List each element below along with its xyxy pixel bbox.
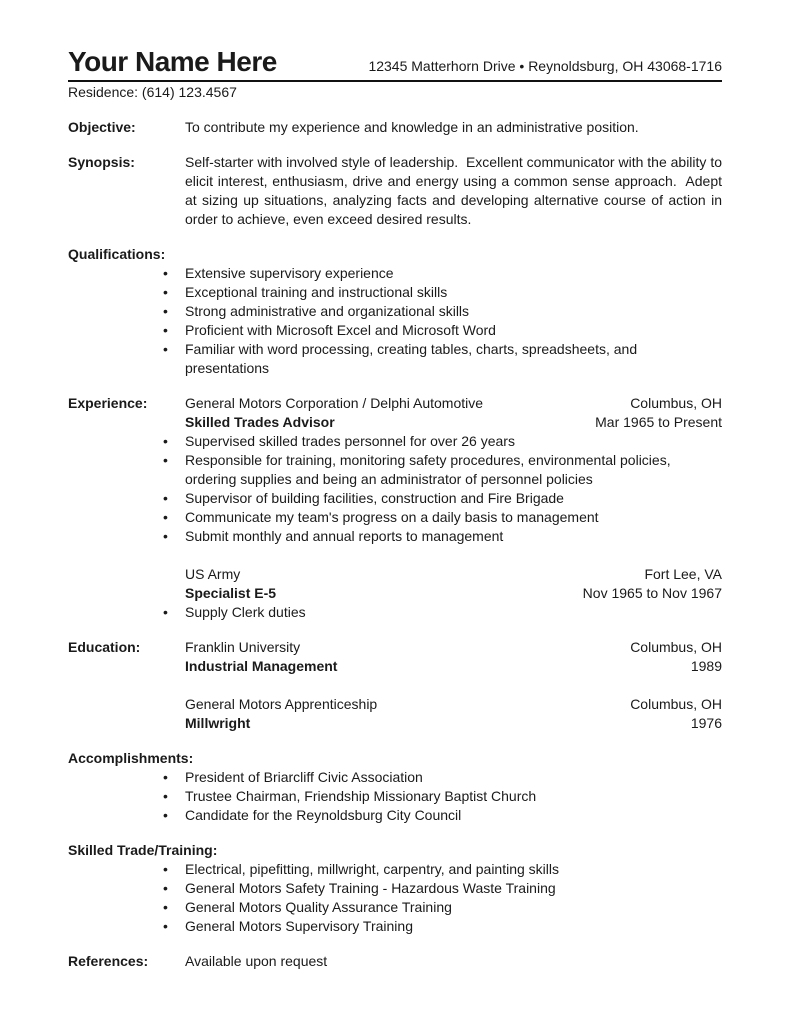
bullet-icon: • <box>163 341 168 357</box>
address-line: 12345 Matterhorn Drive • Reynoldsburg, OH 43068-1716 <box>368 58 722 74</box>
section-accomplishments <box>68 749 722 825</box>
bullet-text: Supply Clerk duties <box>185 604 306 620</box>
bullet-icon: • <box>163 769 168 785</box>
bullet-item <box>163 451 722 489</box>
bullet-item <box>163 527 722 546</box>
bullet-item <box>163 768 722 787</box>
bullet-text: Proficient with Microsoft Excel and Microsoft Word <box>185 322 496 338</box>
section-qualifications <box>68 245 722 378</box>
section-skilled-trade-training <box>68 841 722 936</box>
bullet-icon: • <box>163 604 168 620</box>
bullet-text: General Motors Supervisory Training <box>185 918 413 934</box>
school-row <box>185 638 722 657</box>
job-entry <box>163 394 722 546</box>
bullet-icon: • <box>163 899 168 915</box>
graduation-year: 1989 <box>690 658 722 674</box>
bullet-item <box>163 321 685 340</box>
bullet-icon: • <box>163 490 168 506</box>
bullet-text: Familiar with word processing, creating tables, charts, spreadsheets, and presentations <box>185 341 638 376</box>
job-company-row <box>185 565 722 584</box>
bullet-text: Candidate for the Reynoldsburg City Council <box>185 807 462 823</box>
job-location: Fort Lee, VA <box>644 566 722 582</box>
references-label: References: <box>68 953 149 969</box>
job-dates: Nov 1965 to Nov 1967 <box>582 585 722 601</box>
education-entry <box>185 695 722 733</box>
program-name: Millwright <box>185 715 251 731</box>
program-row <box>185 714 722 733</box>
school-name: General Motors Apprenticeship <box>185 696 378 712</box>
bullet-item <box>163 806 722 825</box>
bullet-item <box>163 340 685 378</box>
bullet-text: General Motors Safety Training - Hazardous Waste Training <box>185 880 556 896</box>
section-experience <box>68 394 722 622</box>
job-dates: Mar 1965 to Present <box>595 414 722 430</box>
bullet-text: Electrical, pipefitting, millwright, carpentry, and painting skills <box>185 861 560 877</box>
graduation-year: 1976 <box>690 715 722 731</box>
bullet-text: Responsible for training, monitoring safety procedures, environmental policies, ordering supplies and being an administrator of personnel policies <box>185 452 671 487</box>
education-entry <box>185 638 722 676</box>
section-references <box>68 952 722 971</box>
education-content <box>185 638 722 733</box>
bullet-icon: • <box>163 303 168 319</box>
bullet-icon: • <box>163 322 168 338</box>
bullet-icon: • <box>163 284 168 300</box>
company-name: US Army <box>185 566 241 582</box>
school-location: Columbus, OH <box>630 696 722 712</box>
bullet-item <box>163 898 722 917</box>
skilled-trade-training-list <box>163 860 722 936</box>
bullet-text: Communicate my team's progress on a daily basis to management <box>185 509 599 525</box>
bullet-icon: • <box>163 918 168 934</box>
job-bullet-list <box>163 603 722 622</box>
job-company-row <box>185 394 722 413</box>
experience-content <box>163 394 722 622</box>
bullet-item <box>163 787 722 806</box>
bullet-item <box>163 917 722 936</box>
school-location: Columbus, OH <box>630 639 722 655</box>
section-education <box>68 638 722 733</box>
school-name: Franklin University <box>185 639 301 655</box>
bullet-text: Submit monthly and annual reports to management <box>185 528 504 544</box>
bullet-item <box>163 432 722 451</box>
objective-text: To contribute my experience and knowledge in an administrative position. <box>185 119 639 135</box>
objective-label: Objective: <box>68 119 136 135</box>
bullet-icon: • <box>163 788 168 804</box>
bullet-item <box>163 302 685 321</box>
bullet-icon: • <box>163 528 168 544</box>
person-name: Your Name Here <box>68 46 277 77</box>
bullet-icon: • <box>163 265 168 281</box>
references-text: Available upon request <box>185 953 328 969</box>
bullet-icon: • <box>163 861 168 877</box>
company-name: General Motors Corporation / Delphi Automotive <box>185 395 484 411</box>
bullet-text: President of Briarcliff Civic Association <box>185 769 423 785</box>
education-label: Education: <box>68 639 141 655</box>
job-title-row <box>185 584 722 603</box>
section-synopsis <box>68 153 726 229</box>
bullet-item <box>163 283 685 302</box>
job-entry <box>163 565 722 622</box>
school-row <box>185 695 722 714</box>
section-objective <box>68 118 722 137</box>
job-title: Specialist E-5 <box>185 585 277 601</box>
accomplishments-heading: Accomplishments: <box>68 750 194 766</box>
program-row <box>185 657 722 676</box>
program-name: Industrial Management <box>185 658 338 674</box>
bullet-text: Trustee Chairman, Friendship Missionary Baptist Church <box>185 788 537 804</box>
residence-phone-line: Residence: (614) 123.4567 <box>68 84 237 100</box>
bullet-icon: • <box>163 509 168 525</box>
job-bullet-list <box>163 432 722 546</box>
bullet-text: Extensive supervisory experience <box>185 265 394 281</box>
header-divider <box>68 80 722 82</box>
synopsis-text: Self-starter with involved style of leadership. Excellent communicator with the ability to elicit interest, enthusiasm, drive and energy using a common sense approach. Adept at sizing up situations, analyzing facts and developing alternative course of action in order to achieve, even exceed desired results. <box>185 154 726 227</box>
experience-label: Experience: <box>68 395 148 411</box>
bullet-icon: • <box>163 807 168 823</box>
job-title-row <box>185 413 722 432</box>
bullet-item <box>163 879 722 898</box>
accomplishments-list <box>163 768 722 825</box>
synopsis-label: Synopsis: <box>68 154 135 170</box>
bullet-icon: • <box>163 433 168 449</box>
bullet-item <box>163 264 685 283</box>
bullet-text: Exceptional training and instructional skills <box>185 284 448 300</box>
bullet-text: Strong administrative and organizational skills <box>185 303 470 319</box>
header-top-row <box>68 47 722 77</box>
bullet-item <box>163 603 722 622</box>
skilled-trade-training-heading: Skilled Trade/Training: <box>68 842 218 858</box>
qualifications-heading: Qualifications: <box>68 246 166 262</box>
bullet-text: Supervised skilled trades personnel for over 26 years <box>185 433 515 449</box>
bullet-icon: • <box>163 452 168 468</box>
bullet-text: Supervisor of building facilities, construction and Fire Brigade <box>185 490 564 506</box>
bullet-item <box>163 508 722 527</box>
bullet-item <box>163 489 722 508</box>
bullet-icon: • <box>163 880 168 896</box>
resume-header <box>68 47 722 102</box>
job-title: Skilled Trades Advisor <box>185 414 335 430</box>
bullet-text: General Motors Quality Assurance Training <box>185 899 452 915</box>
bullet-item <box>163 860 722 879</box>
qualifications-list <box>163 264 685 378</box>
job-location: Columbus, OH <box>630 395 722 411</box>
